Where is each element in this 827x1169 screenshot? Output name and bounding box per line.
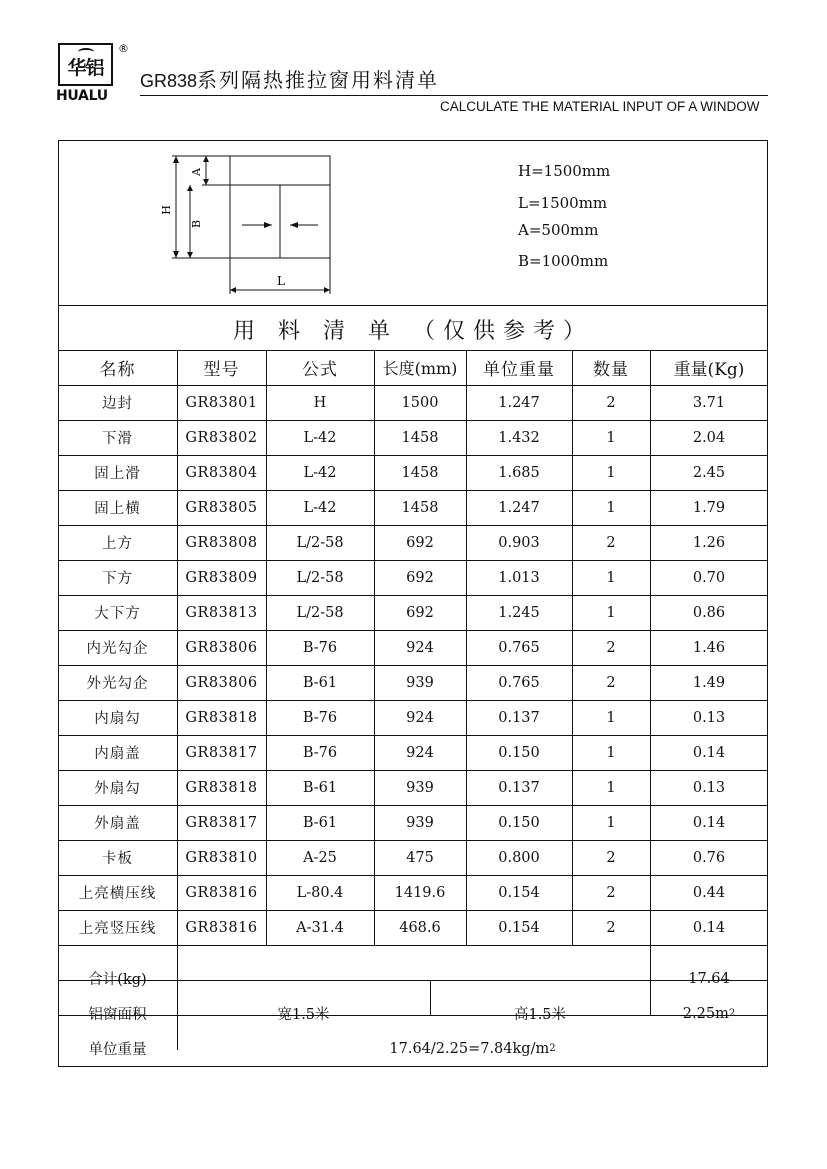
cell-unit-weight: 0.150 <box>498 744 540 761</box>
cell-qty: 1 <box>606 779 616 796</box>
cell-unit-weight: 0.137 <box>498 779 540 796</box>
cell-model: GR83810 <box>185 849 258 866</box>
cell-length: 1458 <box>401 499 439 516</box>
cell-model: GR83817 <box>185 744 258 761</box>
cell-model: GR83816 <box>185 919 258 936</box>
title-underline <box>140 95 768 96</box>
cell-model: GR83818 <box>185 779 258 796</box>
cell-length: 924 <box>406 639 434 656</box>
cell-weight: 0.14 <box>692 919 726 936</box>
cell-length: 692 <box>406 569 434 586</box>
cell-formula: B-61 <box>302 814 338 831</box>
title-series-code: GR838 <box>140 71 198 91</box>
cell-model: GR83813 <box>185 604 258 621</box>
cell-name: 外光勾企 <box>86 676 149 692</box>
cell-qty: 1 <box>606 814 616 831</box>
cell-model: GR83809 <box>185 569 258 586</box>
window-diagram <box>150 148 350 298</box>
cell-formula: B-76 <box>302 639 338 656</box>
cell-qty: 1 <box>606 464 616 481</box>
cell-qty: 2 <box>606 674 616 691</box>
cell-weight: 1.46 <box>692 639 726 656</box>
cell-unit-weight: 1.247 <box>498 394 540 411</box>
cell-name: 内扇勾 <box>94 711 141 727</box>
cell-unit-weight: 1.685 <box>498 464 540 481</box>
cell-unit-weight: 0.800 <box>498 849 540 866</box>
cell-model: GR83804 <box>185 464 258 481</box>
col-header-formula: 公式 <box>302 360 338 380</box>
cell-qty: 2 <box>606 884 616 901</box>
logo-chinese-text: 华铝 <box>67 57 104 79</box>
cell-name: 上方 <box>102 536 133 552</box>
cell-formula: H <box>313 394 327 411</box>
cell-weight: 3.71 <box>692 394 726 411</box>
cell-model: GR83801 <box>185 394 258 411</box>
cell-length: 475 <box>406 849 434 866</box>
cell-formula: L/2-58 <box>296 569 344 586</box>
cell-formula: L/2-58 <box>296 604 344 621</box>
area-unit-sup: 2 <box>728 1008 736 1019</box>
cell-weight: 2.04 <box>692 429 726 446</box>
cell-weight: 0.14 <box>692 744 726 761</box>
cell-length: 1458 <box>401 429 439 446</box>
brand-logo <box>58 43 113 86</box>
dimension-b: B=1000mm <box>518 252 609 270</box>
cell-qty: 1 <box>606 569 616 586</box>
cell-unit-weight: 0.137 <box>498 709 540 726</box>
cell-unit-weight: 1.247 <box>498 499 540 516</box>
cell-qty: 1 <box>606 709 616 726</box>
cell-model: GR83808 <box>185 534 258 551</box>
cell-formula: L-42 <box>303 429 337 446</box>
cell-length: 692 <box>406 604 434 621</box>
cell-length: 924 <box>406 709 434 726</box>
col-header-length: 长度(mm) <box>382 359 458 378</box>
document-title <box>140 64 439 93</box>
cell-model: GR83816 <box>185 884 258 901</box>
material-list-title: 用 料 清 单 （仅供参考） <box>233 318 593 344</box>
cell-weight: 0.76 <box>692 849 726 866</box>
cell-name: 上亮竖压线 <box>78 921 157 937</box>
dimension-a: A=500mm <box>518 221 599 239</box>
cell-length: 939 <box>406 814 434 831</box>
cell-name: 固上横 <box>94 501 141 517</box>
cell-model: GR83817 <box>185 814 258 831</box>
unit-weight-value-text: 17.64/2.25=7.84kg/m <box>389 1040 550 1057</box>
cell-qty: 1 <box>606 604 616 621</box>
cell-length: 939 <box>406 779 434 796</box>
cell-model: GR83806 <box>185 674 258 691</box>
cell-formula: B-76 <box>302 709 338 726</box>
cell-unit-weight: 0.154 <box>498 919 540 936</box>
cell-unit-weight: 0.154 <box>498 884 540 901</box>
col-header-name: 名称 <box>99 360 136 380</box>
cell-length: 924 <box>406 744 434 761</box>
area-height: 高1.5米 <box>513 1007 567 1023</box>
cell-length: 692 <box>406 534 434 551</box>
cell-model: GR83802 <box>185 429 258 446</box>
cell-formula: A-25 <box>303 849 337 866</box>
cell-qty: 1 <box>606 499 616 516</box>
cell-model: GR83806 <box>185 639 258 656</box>
cell-model: GR83818 <box>185 709 258 726</box>
cell-qty: 2 <box>606 919 616 936</box>
cell-name: 下滑 <box>102 431 133 447</box>
cell-weight: 1.49 <box>692 674 726 691</box>
cell-unit-weight: 0.150 <box>498 814 540 831</box>
cell-formula: L-42 <box>303 499 337 516</box>
h-label: H <box>160 205 173 215</box>
cell-unit-weight: 1.013 <box>498 569 540 586</box>
cell-weight: 0.44 <box>692 884 726 901</box>
cell-qty: 1 <box>606 429 616 446</box>
cell-qty: 2 <box>606 394 616 411</box>
cell-qty: 1 <box>606 744 616 761</box>
col-header-weight: 重量(Kg) <box>673 360 745 380</box>
cell-name: 固上滑 <box>94 466 141 482</box>
cell-weight: 0.86 <box>692 604 726 621</box>
title-chinese: 系列隔热推拉窗用料清单 <box>197 68 440 92</box>
unit-weight-label: 单位重量 <box>88 1042 147 1058</box>
area-width: 宽1.5米 <box>277 1007 330 1023</box>
cell-qty: 2 <box>606 639 616 656</box>
total-label: 合计(kg) <box>88 972 147 988</box>
cell-name: 卡板 <box>102 851 133 867</box>
col-header-qty: 数量 <box>593 360 629 380</box>
cell-weight: 0.14 <box>692 814 726 831</box>
cell-formula: B-76 <box>302 744 338 761</box>
b-label: B <box>190 219 203 229</box>
col-header-model: 型号 <box>203 360 240 380</box>
cell-length: 1500 <box>401 394 439 411</box>
cell-name: 外扇盖 <box>94 816 141 832</box>
cell-formula: B-61 <box>302 674 338 691</box>
cell-formula: L/2-58 <box>296 534 344 551</box>
registered-mark: ® <box>118 42 129 55</box>
cell-weight: 2.45 <box>692 464 726 481</box>
cell-weight: 0.70 <box>692 569 726 586</box>
area-value <box>650 996 768 1031</box>
cell-formula: A-31.4 <box>296 919 344 936</box>
cell-weight: 1.26 <box>692 534 726 551</box>
total-value: 17.64 <box>688 970 730 987</box>
unit-weight-unit-sup: 2 <box>549 1043 556 1054</box>
cell-unit-weight: 1.245 <box>498 604 540 621</box>
dimension-l: L=1500mm <box>518 194 608 212</box>
unit-weight-value <box>177 1031 768 1066</box>
col-header-unit-weight: 单位重量 <box>483 360 555 380</box>
logo-english-text: HUALU <box>56 88 108 104</box>
cell-formula: L-42 <box>303 464 337 481</box>
cell-length: 468.6 <box>399 919 441 936</box>
cell-length: 1458 <box>401 464 439 481</box>
cell-name: 大下方 <box>94 606 141 622</box>
cell-name: 下方 <box>102 571 133 587</box>
cell-model: GR83805 <box>185 499 258 516</box>
cell-unit-weight: 0.765 <box>498 674 540 691</box>
cell-weight: 0.13 <box>692 779 726 796</box>
cell-length: 939 <box>406 674 434 691</box>
cell-name: 内光勾企 <box>86 641 149 657</box>
cell-unit-weight: 0.903 <box>498 534 540 551</box>
l-label: L <box>277 274 285 288</box>
cell-length: 1419.6 <box>394 884 446 901</box>
cell-weight: 1.79 <box>692 499 726 516</box>
cell-weight: 0.13 <box>692 709 726 726</box>
cell-name: 上亮横压线 <box>78 886 157 902</box>
row-rule <box>58 945 768 946</box>
area-label: 铝窗面积 <box>88 1007 147 1023</box>
a-label: A <box>190 168 203 176</box>
cell-unit-weight: 1.432 <box>498 429 540 446</box>
dimension-h: H=1500mm <box>518 162 611 180</box>
cell-qty: 2 <box>606 849 616 866</box>
cell-qty: 2 <box>606 534 616 551</box>
diagram-divider <box>58 305 768 306</box>
cell-unit-weight: 0.765 <box>498 639 540 656</box>
cell-formula: L-80.4 <box>296 884 344 901</box>
area-value-text: 2.25m <box>682 1005 729 1022</box>
cell-name: 外扇勾 <box>94 781 141 797</box>
cell-name: 边封 <box>102 396 133 412</box>
cell-name: 内扇盖 <box>94 746 141 762</box>
cell-formula: B-61 <box>302 779 338 796</box>
document-subtitle: CALCULATE THE MATERIAL INPUT OF A WINDOW <box>440 99 760 114</box>
